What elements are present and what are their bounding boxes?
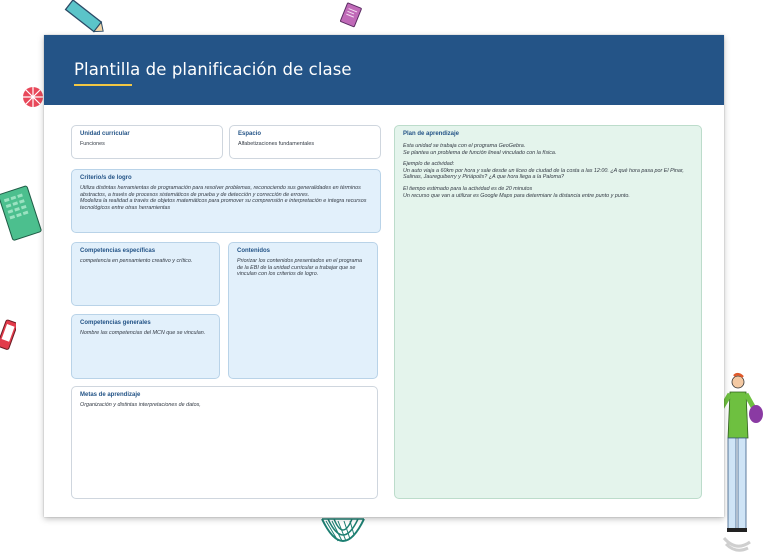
contenidos-text: Priorizar los contenidos presentados en el programa de la EBI de la unidad curricular a trabajar que se vinculan con los criterios de logro. [237, 258, 362, 278]
competencias-generales-title: Competencias generales [80, 320, 151, 326]
header-banner [44, 35, 724, 105]
metas-aprendizaje-card [71, 386, 378, 499]
contenidos-title: Contenidos [237, 248, 270, 254]
plan-time-resources: El tiempo estimado para la actividad es de 20 minutos Un recurso que van a utilizar es Google Maps para determianr la distancia entre punto y punto. [403, 185, 630, 199]
phone-illustration [0, 318, 16, 354]
lesson-plan-template [44, 35, 724, 517]
metas-aprendizaje-title: Metas de aprendizaje [80, 392, 141, 398]
fan-illustration [318, 515, 368, 556]
book-illustration [338, 2, 364, 30]
criterio-logro-card [71, 169, 381, 233]
laptop-illustration [0, 180, 48, 252]
metas-aprendizaje-text: Organización y distintas interpretaciones de datos, [80, 402, 201, 408]
espacio-value: Alfabetizaciones fundamentales [238, 141, 315, 147]
pencil-illustration [58, 0, 108, 40]
unidad-curricular-card [71, 125, 223, 159]
plan-aprendizaje-title: Plan de aprendizaje [403, 131, 460, 137]
competencias-especificas-text: competencia en pensamiento creativo y crítico. [80, 258, 193, 264]
plan-intro-text: Esta unidad se trabaja con el programa GeoGebra. Se plantea un problema de función lineal vinculado con la física. [403, 143, 557, 156]
plan-aprendizaje-card [394, 125, 702, 499]
espacio-card [229, 125, 381, 159]
criterio-logro-title: Criterio/s de logro [80, 175, 132, 181]
unidad-curricular-value: Funciones [80, 141, 105, 147]
competencias-generales-card [71, 314, 220, 379]
contenidos-card [228, 242, 378, 379]
competencias-especificas-title: Competencias específicas [80, 248, 156, 254]
competencias-generales-text: Nombre las competencias del MCN que se vinculan. [80, 330, 206, 336]
plan-activity-example: Ejemplo de actividad: Un auto viaja a 60km por hora y sale desde un liceo de ciudad de la costa a las 12:00. ¿A qué hora pasa por El Pinar, Salinas, Jaureguiberry y Piriápolis? ¿A que hora llega a la Paloma? [403, 161, 684, 181]
unidad-curricular-title: Unidad curricular [80, 131, 130, 137]
competencias-especificas-card [71, 242, 220, 306]
title-underline [74, 84, 132, 86]
espacio-title: Espacio [238, 131, 262, 137]
criterio-logro-text: Utiliza distintas herramientas de programación para resolver problemas, reconociendo sus generalidades en términos abstractos, a través de procesos sistemáticos de prueba y de detección y corrección de errores. Modeliza la realidad a través de objetos matemáticos para promover su comprensión e interpretación e integra recursos tecnológicos entre otras herramientas [80, 185, 367, 211]
page-title: Plantilla de planificación de clase [74, 60, 352, 79]
